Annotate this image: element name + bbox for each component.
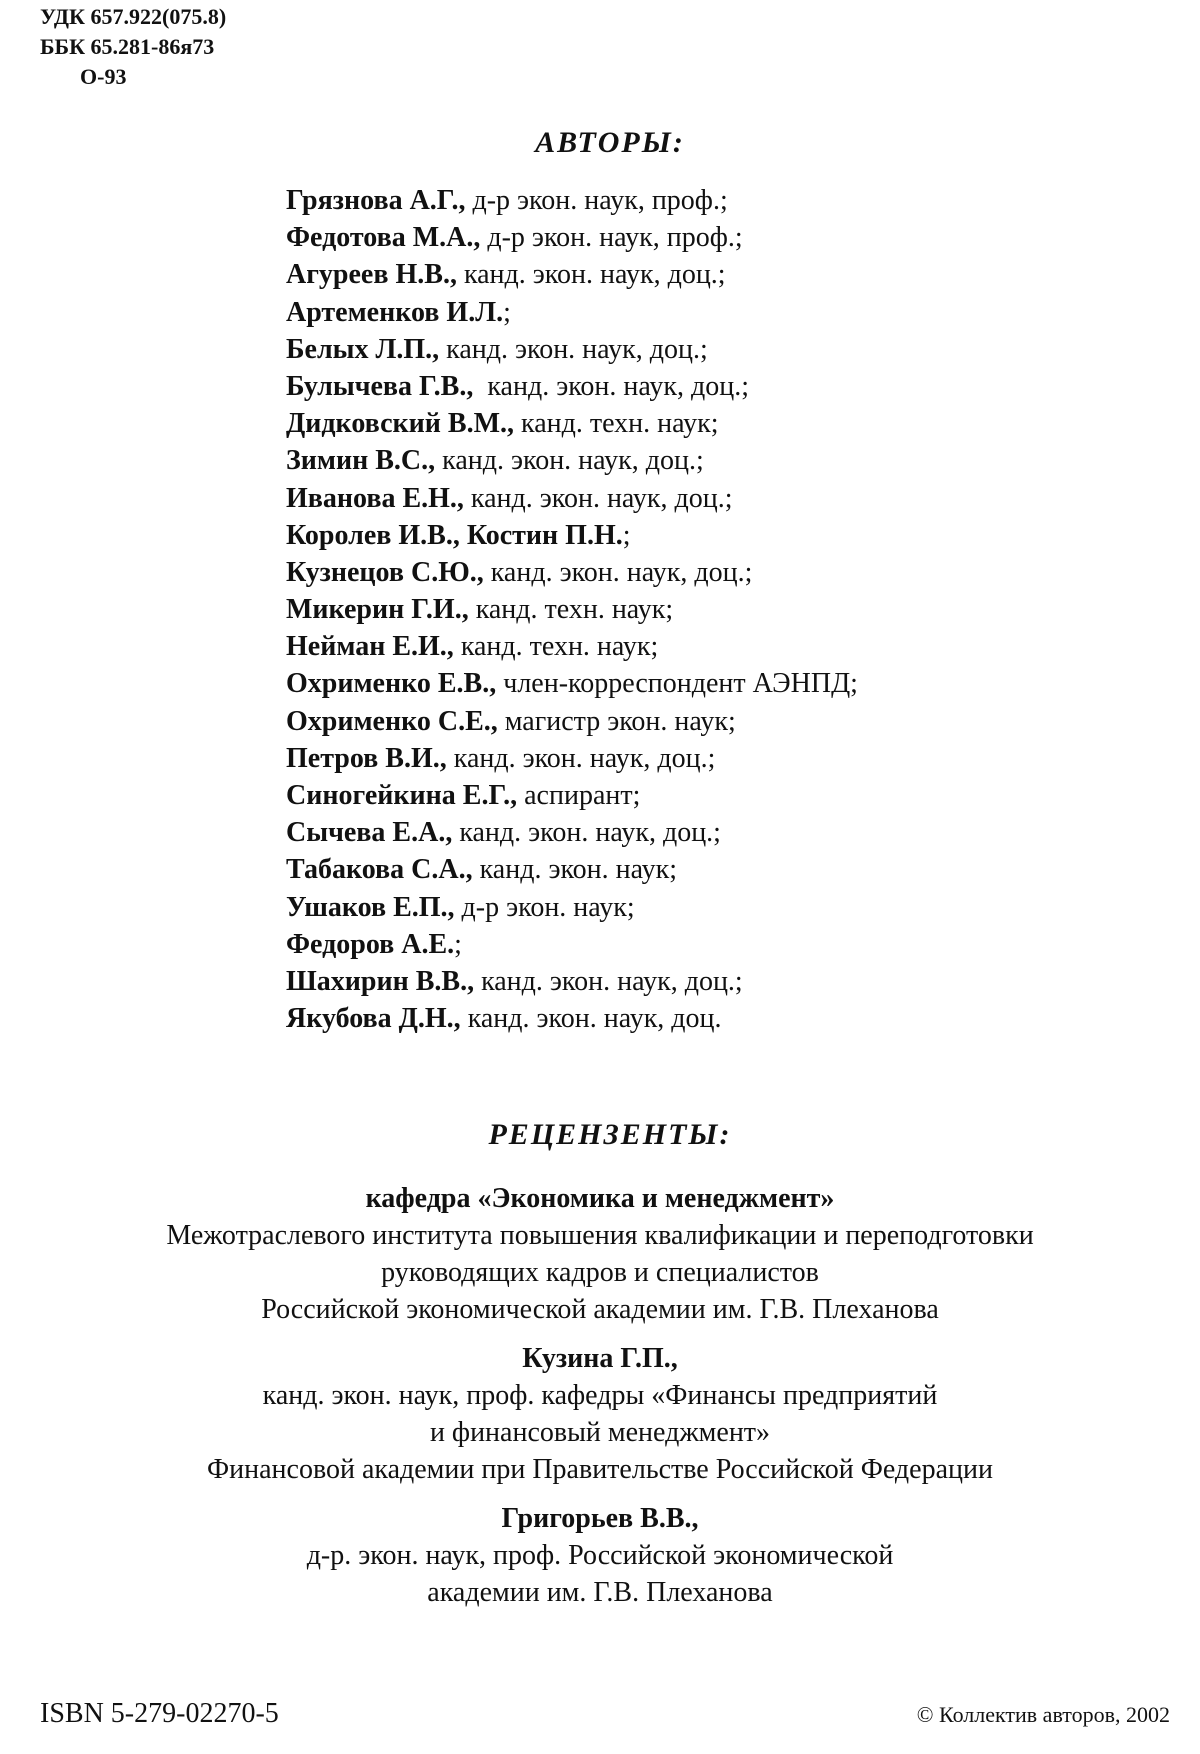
author-name: Зимин В.С., (286, 445, 436, 477)
author-credentials: д-р экон. наук, проф.; (465, 185, 728, 216)
author-credentials: аспирант; (517, 780, 641, 811)
author-entry (286, 889, 858, 926)
author-entry (286, 740, 858, 777)
reviewer-affiliation-line: Российской экономической академии им. Г.В. Плеханова (261, 1294, 939, 1325)
author-credentials: ; (454, 928, 462, 960)
author-name: Белых Л.П., (286, 333, 440, 365)
author-credentials: д-р экон. наук, проф.; (480, 222, 743, 254)
author-name: Охрименко Е.В., (286, 668, 497, 700)
author-credentials: канд. экон. наук, доц.; (483, 556, 753, 588)
author-credentials: канд. экон. наук; (472, 854, 678, 886)
author-name: Петров В.И., (286, 742, 447, 774)
author-credentials: канд. техн. наук; (514, 408, 719, 440)
author-name: Грязнова А.Г., (286, 185, 466, 216)
author-name: Королев И.В., Костин П.Н. (286, 519, 623, 551)
author-name: Якубова Д.Н., (286, 1003, 461, 1035)
isbn: ISBN 5-279-02270-5 (40, 1698, 279, 1729)
author-entry (286, 480, 858, 517)
author-credentials: канд. техн. наук; (468, 594, 674, 626)
author-entry (286, 963, 858, 1000)
author-credentials: канд. экон. наук, доц.; (463, 482, 733, 514)
reviewer-affiliation-line: академии им. Г.В. Плеханова (427, 1577, 773, 1608)
author-credentials: член-корреспондент АЭНПД; (496, 668, 858, 700)
author-name: Федоров А.Е. (286, 928, 455, 960)
reviewer-affiliation-line: Финансовой академии при Правительстве Российской Федерации (207, 1454, 993, 1485)
page-footer (40, 1698, 1170, 1730)
author-credentials: канд. экон. наук, доц. (460, 1003, 722, 1035)
author-name: Сычева Е.А., (286, 817, 453, 849)
copyright-notice: © Коллектив авторов, 2002 (916, 1702, 1170, 1727)
author-name: Булычева Г.В., (286, 370, 474, 402)
author-entry (286, 256, 858, 293)
author-entry (286, 591, 858, 628)
udk-code: УДК 657.922(075.8) (40, 4, 227, 29)
author-entry (286, 554, 858, 591)
author-name: Синогейкина Е.Г., (286, 780, 518, 811)
author-name: Табакова С.А., (286, 854, 473, 886)
author-name: Ушаков Е.П., (286, 891, 455, 923)
author-entry (286, 851, 858, 888)
author-entry (286, 1000, 858, 1037)
author-credentials: д-р экон. наук; (454, 891, 635, 923)
reviewer-entry (0, 1180, 1200, 1328)
author-entry (286, 628, 858, 665)
author-credentials: канд. экон. наук, доц.; (473, 370, 749, 402)
classification-codes (40, 2, 226, 92)
author-entry (286, 926, 858, 963)
author-entry (286, 368, 858, 405)
reviewers-list (0, 1180, 1200, 1623)
author-entry (286, 517, 858, 554)
reviewer-entry (0, 1340, 1200, 1488)
author-credentials: канд. экон. наук, доц.; (446, 742, 716, 774)
reviewer-entry (0, 1500, 1200, 1611)
author-name: Микерин Г.И., (286, 594, 469, 626)
author-credentials: канд. экон. наук, доц.; (435, 445, 704, 477)
author-credentials: канд. техн. наук; (453, 631, 659, 663)
author-credentials: ; (503, 296, 511, 328)
reviewer-affiliation-line: и финансовый менеджмент» (429, 1417, 771, 1448)
author-entry (286, 665, 858, 702)
author-name: Шахирин В.В., (286, 965, 475, 997)
reviewer-name: кафедра «Экономика и менеджмент» (365, 1183, 835, 1214)
bbk-code: ББК 65.281-86я73 (40, 34, 215, 59)
reviewer-affiliation-line: Межотраслевого института повышения квалификации и переподготовки (166, 1220, 1034, 1251)
author-name: Нейман Е.И., (286, 631, 454, 663)
author-entry (286, 182, 858, 219)
reviewer-name: Кузина Г.П., (522, 1343, 678, 1374)
author-name: Охрименко С.Е., (286, 705, 498, 737)
author-entry (286, 777, 858, 814)
reviewer-affiliation-line: канд. экон. наук, проф. кафедры «Финансы предприятий (262, 1380, 938, 1411)
author-name: Агуреев Н.В., (286, 259, 457, 291)
author-entry (286, 294, 858, 331)
author-entry (286, 703, 858, 740)
reviewer-name: Григорьев В.В., (501, 1503, 699, 1534)
authors-list (286, 182, 858, 1037)
author-name: Дидковский В.М., (286, 408, 515, 440)
reviewer-affiliation-line: д-р. экон. наук, проф. Российской экономической (306, 1540, 894, 1571)
author-entry (286, 405, 858, 442)
author-credentials: магистр экон. наук; (497, 705, 736, 737)
author-entry (286, 442, 858, 479)
author-credentials: канд. экон. наук, доц.; (452, 817, 721, 849)
author-credentials: канд. экон. наук, доц.; (474, 965, 743, 997)
reviewer-affiliation-line: руководящих кадров и специалистов (381, 1257, 819, 1288)
author-name: Иванова Е.Н., (286, 482, 464, 514)
reviewers-heading: РЕЦЕНЗЕНТЫ: (488, 1118, 732, 1151)
author-credentials: канд. экон. наук, доц.; (456, 259, 726, 291)
author-mark-code: О-93 (80, 64, 127, 89)
authors-heading: АВТОРЫ: (535, 126, 685, 159)
author-name: Артеменков И.Л. (286, 296, 504, 328)
author-name: Кузнецов С.Ю., (286, 556, 484, 588)
author-entry (286, 814, 858, 851)
author-name: Федотова М.А., (286, 222, 481, 254)
author-credentials: канд. экон. наук, доц.; (439, 333, 708, 365)
author-entry (286, 219, 858, 256)
author-entry (286, 331, 858, 368)
author-credentials: ; (622, 519, 631, 551)
